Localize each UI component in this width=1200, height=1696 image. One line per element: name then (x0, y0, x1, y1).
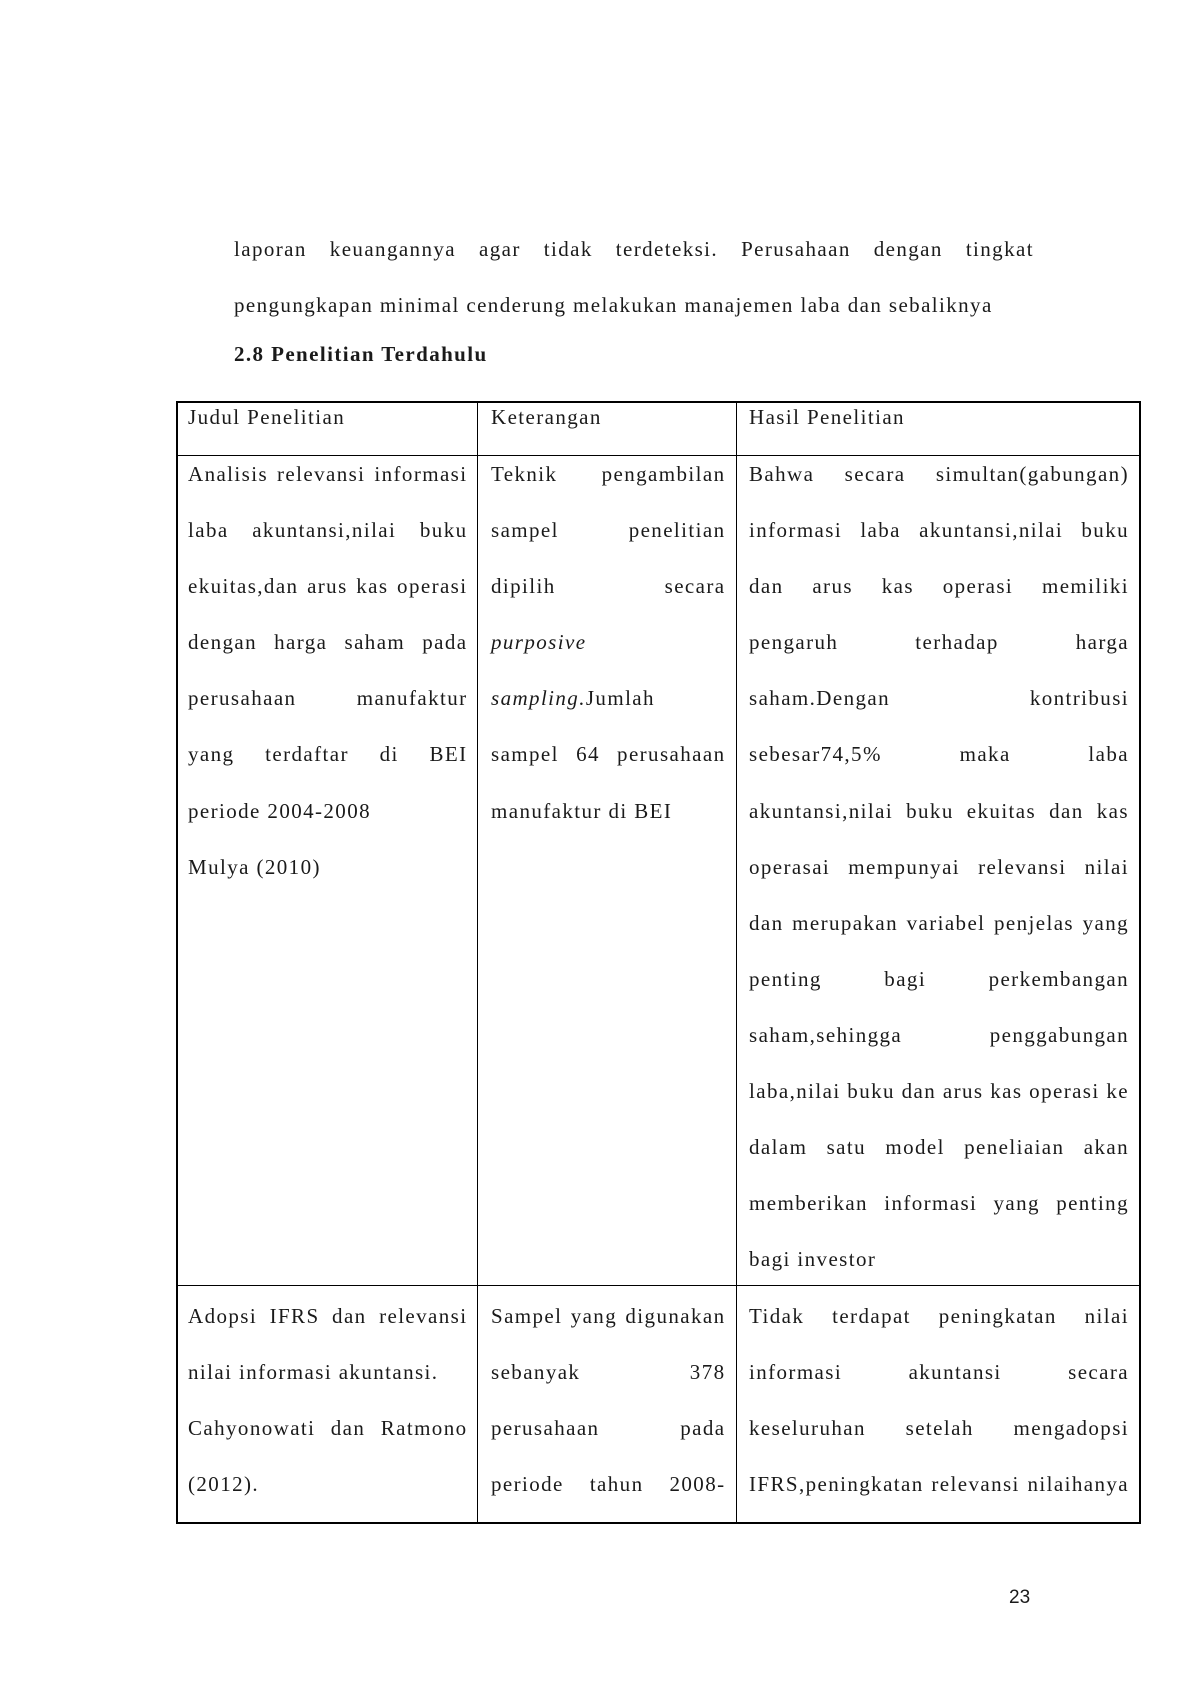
word: penelitian (628, 518, 726, 543)
word: yang (570, 1304, 618, 1328)
word: pada (680, 1416, 726, 1441)
header-judul-penelitian (178, 403, 478, 456)
cell-line (749, 512, 1129, 568)
word: pengambilan (601, 462, 726, 486)
cell-line (749, 1129, 1129, 1185)
word: dengan (188, 630, 258, 655)
word: terdaftar (265, 742, 349, 767)
header-label: Hasil Penelitian (749, 405, 905, 429)
word: terhadap (915, 630, 999, 655)
word: tingkat (965, 237, 1034, 261)
italic-term: sampling. (491, 686, 586, 711)
word: laba (1088, 742, 1129, 767)
cell-line: Mulya (2010) (188, 854, 321, 879)
word: memiliki (1041, 574, 1129, 599)
word: manufaktur (356, 686, 468, 711)
word: periode (491, 1472, 564, 1497)
row2-judul-cell (178, 1286, 478, 1522)
paragraph-line (234, 231, 1034, 287)
word: buku (847, 1079, 895, 1104)
cell-line (491, 680, 726, 736)
cell-line (188, 680, 468, 736)
cell-line (491, 1410, 726, 1466)
word: saham,sehingga (749, 1022, 903, 1047)
word: saham (344, 630, 406, 655)
word: peningkatan (938, 1304, 1057, 1328)
word: ekuitas,dan (188, 574, 299, 599)
word: Teknik (491, 462, 558, 486)
word: agar (479, 237, 521, 261)
word: penting (1056, 1191, 1129, 1216)
cell-line (749, 1354, 1129, 1410)
row1-keterangan-cell (478, 456, 737, 1286)
cell-line (491, 512, 726, 568)
cell-line (491, 456, 726, 512)
word: kas (881, 574, 914, 599)
word: relevansi (379, 1304, 468, 1328)
cell-line (749, 680, 1129, 736)
word: akuntansi,nilai (749, 798, 894, 823)
cell-line (188, 624, 468, 680)
section-heading: 2.8 Penelitian Terdahulu (234, 342, 488, 366)
word: harga (274, 630, 328, 655)
body-paragraph (234, 231, 1034, 343)
word: akuntansi (908, 1360, 1002, 1385)
cell-line (491, 1354, 726, 1410)
word: BEI (429, 742, 468, 767)
word: keseluruhan (749, 1416, 866, 1441)
cell-line (749, 849, 1129, 905)
word: Sampel (491, 1304, 563, 1328)
word: dan (330, 1416, 366, 1441)
cell-line (188, 512, 468, 568)
cell-line (749, 568, 1129, 624)
word: 2008- (669, 1472, 726, 1497)
cell-line (749, 624, 1129, 680)
word: akan (1083, 1135, 1129, 1160)
word: dan (901, 1079, 937, 1104)
word: saham.Dengan (749, 686, 891, 711)
word: kas (990, 1079, 1023, 1104)
word: Cahyonowati (188, 1416, 316, 1441)
row1-judul-cell (178, 456, 478, 1286)
cell-line: periode 2004-2008 (188, 798, 372, 823)
cell-line (749, 1298, 1129, 1354)
cell-line (749, 793, 1129, 849)
word: operasi (942, 574, 1014, 599)
cell-line: manufaktur di BEI (491, 798, 673, 823)
word: dipilih (491, 574, 556, 599)
cell-line (491, 1298, 726, 1354)
word: ke (1106, 1079, 1129, 1104)
word: keuangannya (329, 237, 456, 261)
word: peneliaian (964, 1135, 1065, 1160)
word: kas (356, 574, 389, 599)
word: perusahaan (188, 686, 297, 711)
word: IFRS (269, 1304, 320, 1328)
word: penting (749, 966, 822, 991)
word: dan (332, 1304, 367, 1328)
cell-line (749, 1466, 1129, 1522)
word: variabel (906, 910, 986, 935)
cell-line (749, 736, 1129, 792)
paragraph-line: pengungkapan minimal cenderung melakukan manajemen laba dan sebaliknya (234, 293, 993, 318)
row1-hasil-cell (737, 456, 1139, 1286)
word: maka (959, 742, 1011, 767)
word: perusahaan (617, 742, 726, 767)
word: informasi (749, 518, 843, 543)
word: operasai (749, 854, 831, 879)
word: 64 (576, 742, 600, 767)
cell-line (188, 568, 468, 624)
word: informasi (884, 1191, 978, 1216)
word: arus (942, 1079, 984, 1104)
word: nilai (1084, 1304, 1129, 1328)
word: pengaruh (749, 630, 839, 655)
word: laba (860, 518, 901, 543)
word: sebanyak (491, 1360, 581, 1385)
word: yang (188, 742, 235, 767)
word: kontribusi (1029, 686, 1129, 711)
cell-line (491, 736, 726, 792)
word: terdeteksi. (615, 237, 719, 261)
word: informasi (374, 462, 468, 486)
header-hasil-penelitian (737, 403, 1139, 456)
word: setelah (905, 1416, 974, 1441)
word: 378 (689, 1360, 726, 1385)
cell-line: bagi investor (749, 1247, 877, 1272)
word: dengan (873, 237, 943, 261)
word: sebesar74,5% (749, 742, 882, 767)
word: harga (1075, 630, 1129, 655)
cell-line (749, 905, 1129, 961)
word: laporan (234, 237, 307, 261)
word: terdapat (832, 1304, 911, 1328)
cell-line (749, 1185, 1129, 1241)
word: satu (826, 1135, 867, 1160)
cell-line (491, 568, 726, 624)
word: relevansi (277, 462, 366, 486)
word: operasi (397, 574, 468, 599)
word: buku (906, 798, 954, 823)
word: dalam (749, 1135, 808, 1160)
cell-line (749, 961, 1129, 1017)
word: laba,nilai (749, 1079, 841, 1104)
word: nilaihanya (1027, 1472, 1129, 1497)
word: Perusahaan (741, 237, 851, 261)
word: akuntansi,nilai (919, 518, 1064, 543)
word: pada (422, 630, 468, 655)
word: mempunyai (848, 854, 961, 879)
cell-line: nilai informasi akuntansi. (188, 1360, 439, 1385)
word: sampel (491, 742, 559, 767)
word: perkembangan (988, 966, 1129, 991)
word: sampel (491, 518, 559, 543)
word: Ratmono (380, 1416, 468, 1441)
header-keterangan (478, 403, 737, 456)
cell-line (749, 1073, 1129, 1129)
word: penjelas (993, 910, 1074, 935)
word: mengadopsi (1013, 1416, 1129, 1441)
word: buku (1081, 518, 1129, 543)
word: ekuitas (966, 798, 1037, 823)
word: arus (812, 574, 853, 599)
cell-line (749, 1410, 1129, 1466)
word: akuntansi,nilai (252, 518, 397, 543)
row2-hasil-cell (737, 1286, 1139, 1522)
word: di (379, 742, 399, 767)
cell-line (491, 1466, 726, 1522)
word: tidak (543, 237, 593, 261)
line-text: Jumlah (585, 686, 655, 711)
word: secara (844, 462, 906, 486)
previous-research-table (176, 401, 1141, 1524)
word: arus (307, 574, 348, 599)
word: Bahwa (749, 462, 815, 486)
word: dan (749, 910, 784, 935)
word: nilai (1084, 854, 1129, 879)
word: digunakan (625, 1304, 726, 1328)
page-number: 23 (1009, 1587, 1031, 1608)
word: secara (664, 574, 726, 599)
word: Adopsi (188, 1304, 258, 1328)
word: kas (1096, 798, 1129, 823)
word: yang (1082, 910, 1129, 935)
word: relevansi (978, 854, 1067, 879)
word: Analisis (188, 462, 269, 486)
word: tahun (589, 1472, 644, 1497)
cell-line: (2012). (188, 1472, 260, 1497)
word: relevansi (931, 1472, 1020, 1497)
cell-line: purposive (491, 630, 587, 655)
word: dan (1049, 798, 1084, 823)
cell-line (188, 1410, 468, 1466)
word: Tidak (749, 1304, 805, 1328)
word: laba (188, 518, 229, 543)
word: model (885, 1135, 945, 1160)
word: operasi (1029, 1079, 1100, 1104)
word: IFRS,peningkatan (749, 1472, 924, 1497)
word: memberikan (749, 1191, 868, 1216)
word: perusahaan (491, 1416, 600, 1441)
cell-line (188, 736, 468, 792)
cell-line (749, 1017, 1129, 1073)
word: simultan(gabungan) (935, 462, 1129, 486)
word: buku (419, 518, 468, 543)
row2-keterangan-cell (478, 1286, 737, 1522)
cell-line (188, 456, 468, 512)
word: bagi (884, 966, 927, 991)
word: merupakan (792, 910, 898, 935)
cell-line (188, 1298, 468, 1354)
word: informasi (749, 1360, 843, 1385)
cell-line (749, 456, 1129, 512)
header-label: Judul Penelitian (188, 405, 346, 429)
word: dan (749, 574, 784, 599)
header-label: Keterangan (491, 405, 602, 429)
word: secara (1068, 1360, 1129, 1385)
word: penggabungan (989, 1022, 1129, 1047)
word: yang (993, 1191, 1040, 1216)
